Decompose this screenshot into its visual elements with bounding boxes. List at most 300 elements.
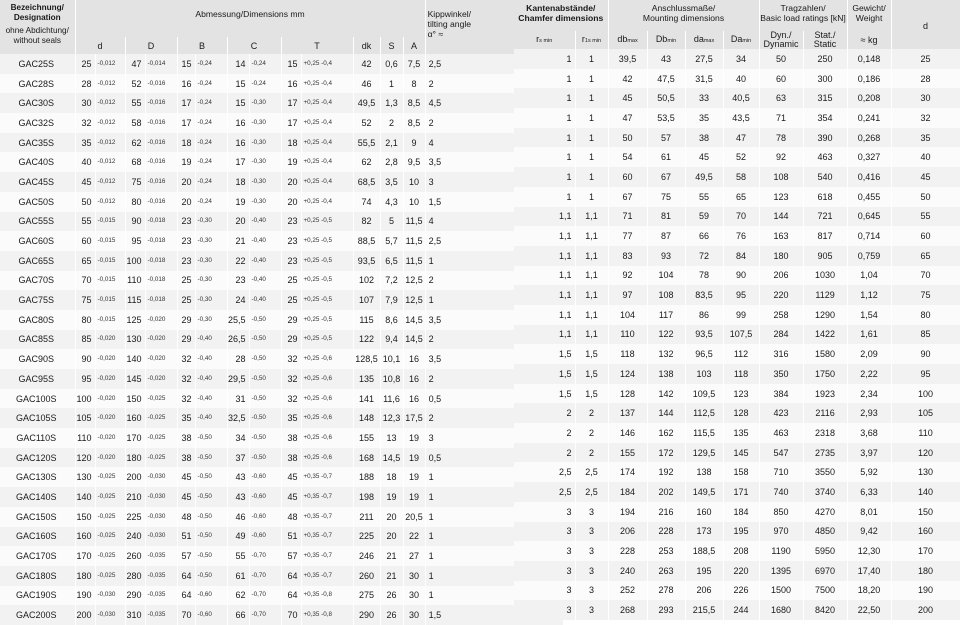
d-cell: 170 [75,546,95,566]
A-cell: 27 [403,546,425,566]
T-cell: 18 [281,133,301,153]
d-cell: 200 [75,605,95,625]
tilting-angle-cell: 4,5 [425,93,563,113]
D-tolerance-cell: -0,025 [145,448,177,468]
T-cell: 45 [281,487,301,507]
rs-cell: 1,5 [514,344,575,364]
static-load-cell: 3550 [803,462,847,482]
B-cell: 38 [177,448,195,468]
designation-cell: GAC30S [0,93,75,113]
d-repeat-cell: 140 [891,482,960,502]
S-cell: 20 [380,507,403,527]
T-tolerance-cell: +0,25 -0,6 [301,349,353,369]
dynamic-load-cell: 1190 [759,541,803,561]
Db-cell: 104 [647,266,685,286]
dynamic-load-cell: 144 [759,207,803,227]
weight-cell: 18,20 [847,581,891,601]
d-cell: 130 [75,467,95,487]
B-cell: 19 [177,152,195,172]
dk-cell: 102 [353,271,380,291]
rs-cell: 1 [514,147,575,167]
D-tolerance-cell: -0,025 [145,408,177,428]
B-tolerance-cell: -0,40 [195,389,227,409]
C-cell: 37 [227,448,249,468]
d-repeat-cell: 100 [891,384,960,404]
weight-cell: 0,186 [847,69,891,89]
d-cell: 75 [75,290,95,310]
A-cell: 14,5 [403,330,425,350]
weight-cell: 1,12 [847,285,891,305]
A-cell: 10 [403,172,425,192]
tilting-angle-cell: 1 [425,527,563,547]
table-row [514,423,960,443]
Da-cell: 90 [723,266,759,286]
D-cell: 52 [125,74,145,94]
designation-cell: GAC105S [0,408,75,428]
A-cell: 14,5 [403,310,425,330]
rs-cell: 1 [514,88,575,108]
col-d2-header: d [891,0,960,49]
designation-cell: GAC160S [0,527,75,547]
dynamic-load-cell: 710 [759,462,803,482]
T-tolerance-cell: +0,25 -0,5 [301,271,353,291]
d-repeat-cell: 130 [891,462,960,482]
table-row [514,108,960,128]
T-cell: 17 [281,93,301,113]
da-cell: 115,5 [685,423,723,443]
d-cell: 100 [75,389,95,409]
rs-cell: 2,5 [514,462,575,482]
rs-cell: 1 [514,187,575,207]
d-cell: 55 [75,212,95,232]
table-row [0,389,563,409]
table-row [0,527,563,547]
d-repeat-cell: 110 [891,423,960,443]
table-row [0,74,563,94]
D-cell: 150 [125,389,145,409]
static-load-cell: 4850 [803,522,847,542]
r1s-cell: 1,1 [575,207,608,227]
da-cell: 138 [685,462,723,482]
tilting-angle-cell: 1 [425,586,563,606]
C-tolerance-cell: -0,24 [249,74,281,94]
weight-cell: 3,97 [847,443,891,463]
D-cell: 110 [125,271,145,291]
d-tolerance-cell: -0,020 [95,428,125,448]
weight-cell: 2,93 [847,403,891,423]
Da-cell: 52 [723,147,759,167]
d-tolerance-cell: -0,025 [95,487,125,507]
Da-cell: 65 [723,187,759,207]
static-load-cell: 3740 [803,482,847,502]
Da-cell: 158 [723,462,759,482]
rs-cell: 1,5 [514,384,575,404]
tilting-angle-cell: 4 [425,212,563,232]
B-cell: 32 [177,349,195,369]
table-row [0,152,563,172]
d-tolerance-cell: -0,012 [95,93,125,113]
C-cell: 23 [227,271,249,291]
C-tolerance-cell: -0,40 [249,231,281,251]
C-cell: 46 [227,507,249,527]
A-cell: 11,5 [403,212,425,232]
d-repeat-cell: 25 [891,49,960,69]
D-tolerance-cell: -0,018 [145,290,177,310]
dk-cell: 93,5 [353,251,380,271]
Da-cell: 184 [723,502,759,522]
dk-cell: 115 [353,310,380,330]
Da-cell: 123 [723,384,759,404]
static-load-cell: 1923 [803,384,847,404]
db-cell: 47 [608,108,647,128]
T-tolerance-cell: +0,25 -0,6 [301,389,353,409]
T-cell: 32 [281,349,301,369]
d-tolerance-cell: -0,020 [95,448,125,468]
A-cell: 19 [403,448,425,468]
T-tolerance-cell: +0,35 -0,7 [301,546,353,566]
B-cell: 45 [177,487,195,507]
Db-cell: 172 [647,443,685,463]
r1s-cell: 3 [575,541,608,561]
A-cell: 19 [403,428,425,448]
static-load-cell: 1030 [803,266,847,286]
rs-cell: 1,1 [514,285,575,305]
rs-cell: 2,5 [514,482,575,502]
D-cell: 62 [125,133,145,153]
tilting-angle-cell: 2,5 [425,54,563,74]
S-cell: 5 [380,212,403,232]
T-cell: 23 [281,231,301,251]
table-row [0,113,563,133]
d-tolerance-cell: -0,030 [95,605,125,625]
S-cell: 6,5 [380,251,403,271]
d-cell: 150 [75,507,95,527]
S-cell: 3,5 [380,172,403,192]
designation-cell: GAC45S [0,172,75,192]
d-repeat-cell: 150 [891,502,960,522]
Db-cell: 61 [647,147,685,167]
table-row [514,344,960,364]
Da-cell: 244 [723,600,759,620]
B-cell: 18 [177,133,195,153]
col-db-header: dbmax [608,31,647,49]
T-tolerance-cell: +0,25 -0,5 [301,251,353,271]
T-tolerance-cell: +0,25 -0,4 [301,93,353,113]
db-cell: 45 [608,88,647,108]
B-tolerance-cell: -0,30 [195,310,227,330]
D-cell: 95 [125,231,145,251]
C-cell: 49 [227,527,249,547]
weight-cell: 0,645 [847,207,891,227]
db-cell: 137 [608,403,647,423]
rs-cell: 1,1 [514,305,575,325]
dk-cell: 55,5 [353,133,380,153]
weight-cell: 0,416 [847,167,891,187]
static-load-cell: 7500 [803,581,847,601]
weight-cell: 0,759 [847,246,891,266]
tilting-angle-cell: 3,5 [425,349,563,369]
D-cell: 58 [125,113,145,133]
d-repeat-cell: 95 [891,364,960,384]
d-repeat-cell: 32 [891,108,960,128]
weight-cell: 22,50 [847,600,891,620]
C-cell: 20 [227,212,249,232]
designation-cell: GAC95S [0,369,75,389]
table-row [0,448,563,468]
d-tolerance-cell: -0,012 [95,192,125,212]
designation-cell: GAC130S [0,467,75,487]
d-cell: 30 [75,93,95,113]
B-cell: 45 [177,467,195,487]
designation-cell: GAC28S [0,74,75,94]
rs-cell: 1 [514,167,575,187]
r1s-cell: 3 [575,502,608,522]
A-cell: 30 [403,586,425,606]
D-cell: 160 [125,408,145,428]
mounting-table [514,0,960,620]
static-load-cell: 1290 [803,305,847,325]
Db-cell: 75 [647,187,685,207]
C-cell: 34 [227,428,249,448]
da-cell: 103 [685,364,723,384]
Db-cell: 43 [647,49,685,69]
weight-cell: 5,92 [847,462,891,482]
dk-cell: 82 [353,212,380,232]
tilting-angle-cell: 1 [425,251,563,271]
T-cell: 23 [281,212,301,232]
dynamic-load-cell: 850 [759,502,803,522]
A-cell: 9,5 [403,152,425,172]
C-tolerance-cell: -0,60 [249,467,281,487]
D-tolerance-cell: -0,016 [145,74,177,94]
d-cell: 190 [75,586,95,606]
rs-cell: 2 [514,423,575,443]
T-cell: 35 [281,408,301,428]
T-tolerance-cell: +0,25 -0,6 [301,369,353,389]
r1s-cell: 1,1 [575,325,608,345]
A-cell: 30 [403,605,425,625]
tilting-angle-cell: 2,5 [425,231,563,251]
B-tolerance-cell: -0,40 [195,369,227,389]
B-tolerance-cell: -0,60 [195,586,227,606]
rs-cell: 1 [514,49,575,69]
C-tolerance-cell: -0,30 [249,172,281,192]
rs-cell: 1,1 [514,246,575,266]
d-tolerance-cell: -0,015 [95,231,125,251]
r1s-cell: 1 [575,187,608,207]
T-cell: 64 [281,586,301,606]
S-cell: 5,7 [380,231,403,251]
table-row [514,581,960,601]
S-cell: 8,6 [380,310,403,330]
col-dk-header: dk [353,37,380,54]
A-cell: 22 [403,527,425,547]
col-B-header: B [177,37,227,54]
C-tolerance-cell: -0,40 [249,251,281,271]
S-cell: 19 [380,487,403,507]
static-load-cell: 8420 [803,600,847,620]
tilting-angle-cell: 3,5 [425,310,563,330]
rs-cell: 1,1 [514,325,575,345]
table-row [514,600,960,620]
B-tolerance-cell: -0,30 [195,212,227,232]
tilting-angle-cell: 2 [425,369,563,389]
S-cell: 11,6 [380,389,403,409]
S-cell: 7,9 [380,290,403,310]
T-cell: 45 [281,467,301,487]
Da-cell: 135 [723,423,759,443]
tilting-angle-cell: 3,5 [425,152,563,172]
T-cell: 51 [281,527,301,547]
d-cell: 32 [75,113,95,133]
table-row [514,403,960,423]
Db-cell: 81 [647,207,685,227]
d-repeat-cell: 90 [891,344,960,364]
C-tolerance-cell: -0,50 [249,349,281,369]
designation-cell: GAC150S [0,507,75,527]
T-tolerance-cell: +0,25 -0,4 [301,113,353,133]
static-load-cell: 1422 [803,325,847,345]
weight-cell: 1,54 [847,305,891,325]
B-cell: 29 [177,310,195,330]
da-cell: 45 [685,147,723,167]
B-cell: 35 [177,408,195,428]
d-repeat-cell: 30 [891,88,960,108]
table-row [0,586,563,606]
d-cell: 140 [75,487,95,507]
da-cell: 93,5 [685,325,723,345]
S-cell: 12,3 [380,408,403,428]
dynamic-load-cell: 108 [759,167,803,187]
weight-cell: 0,327 [847,147,891,167]
d-cell: 28 [75,74,95,94]
D-cell: 75 [125,172,145,192]
tilting-angle-cell: 1 [425,467,563,487]
Db-cell: 138 [647,364,685,384]
B-cell: 17 [177,93,195,113]
db-cell: 128 [608,384,647,404]
da-cell: 35 [685,108,723,128]
db-cell: 174 [608,462,647,482]
A-cell: 12,5 [403,290,425,310]
C-tolerance-cell: -0,30 [249,192,281,212]
rs-cell: 3 [514,502,575,522]
D-cell: 210 [125,487,145,507]
table-row [0,212,563,232]
d-repeat-cell: 120 [891,443,960,463]
d-repeat-cell: 50 [891,187,960,207]
B-tolerance-cell: -0,40 [195,408,227,428]
dk-cell: 275 [353,586,380,606]
C-cell: 29,5 [227,369,249,389]
r1s-cell: 1,1 [575,305,608,325]
weight-cell: 8,01 [847,502,891,522]
S-cell: 20 [380,527,403,547]
dk-cell: 88,5 [353,231,380,251]
Db-cell: 67 [647,167,685,187]
C-cell: 31 [227,389,249,409]
D-tolerance-cell: -0,018 [145,251,177,271]
table-row [0,54,563,74]
B-tolerance-cell: -0,40 [195,349,227,369]
Db-cell: 122 [647,325,685,345]
rs-cell: 1,1 [514,266,575,286]
d-repeat-cell: 190 [891,581,960,601]
table-row [0,271,563,291]
d-tolerance-cell: -0,012 [95,54,125,74]
table-row [514,285,960,305]
d-tolerance-cell: -0,015 [95,271,125,291]
C-cell: 25,5 [227,310,249,330]
Da-cell: 76 [723,226,759,246]
T-tolerance-cell: +0,35 -0,7 [301,507,353,527]
Db-cell: 278 [647,581,685,601]
dynamic-load-cell: 78 [759,128,803,148]
C-tolerance-cell: -0,50 [249,369,281,389]
da-cell: 72 [685,246,723,266]
B-cell: 25 [177,290,195,310]
db-cell: 268 [608,600,647,620]
r1s-cell: 1,1 [575,226,608,246]
da-cell: 215,5 [685,600,723,620]
d-repeat-cell: 105 [891,403,960,423]
weight-cell: 6,33 [847,482,891,502]
d-repeat-cell: 40 [891,147,960,167]
r1s-cell: 3 [575,522,608,542]
rs-cell: 1,5 [514,364,575,384]
B-cell: 23 [177,251,195,271]
da-cell: 112,5 [685,403,723,423]
D-cell: 47 [125,54,145,74]
B-cell: 25 [177,271,195,291]
D-cell: 140 [125,349,145,369]
dynamic-load-cell: 463 [759,423,803,443]
C-tolerance-cell: -0,50 [249,448,281,468]
tilting-angle-cell: 3 [425,172,563,192]
C-tolerance-cell: -0,30 [249,133,281,153]
Db-cell: 192 [647,462,685,482]
d-repeat-cell: 180 [891,561,960,581]
table-row [0,310,563,330]
dk-cell: 46 [353,74,380,94]
table-row [0,428,563,448]
B-tolerance-cell: -0,50 [195,566,227,586]
D-tolerance-cell: -0,025 [145,389,177,409]
T-tolerance-cell: +0,25 -0,5 [301,330,353,350]
A-cell: 12,5 [403,271,425,291]
r1s-cell: 1,1 [575,266,608,286]
table-row [0,251,563,271]
D-tolerance-cell: -0,035 [145,546,177,566]
C-tolerance-cell: -0,60 [249,487,281,507]
table-row [0,192,563,212]
B-cell: 32 [177,369,195,389]
table-row [0,290,563,310]
designation-cell: GAC140S [0,487,75,507]
designation-cell: GAC180S [0,566,75,586]
col-da-header: damax [685,31,723,49]
D-cell: 80 [125,192,145,212]
static-load-cell: 817 [803,226,847,246]
C-cell: 16 [227,133,249,153]
weight-cell: 2,22 [847,364,891,384]
C-cell: 24 [227,290,249,310]
r1s-cell: 2 [575,443,608,463]
T-cell: 20 [281,192,301,212]
C-cell: 61 [227,566,249,586]
T-cell: 25 [281,290,301,310]
C-tolerance-cell: -0,70 [249,546,281,566]
